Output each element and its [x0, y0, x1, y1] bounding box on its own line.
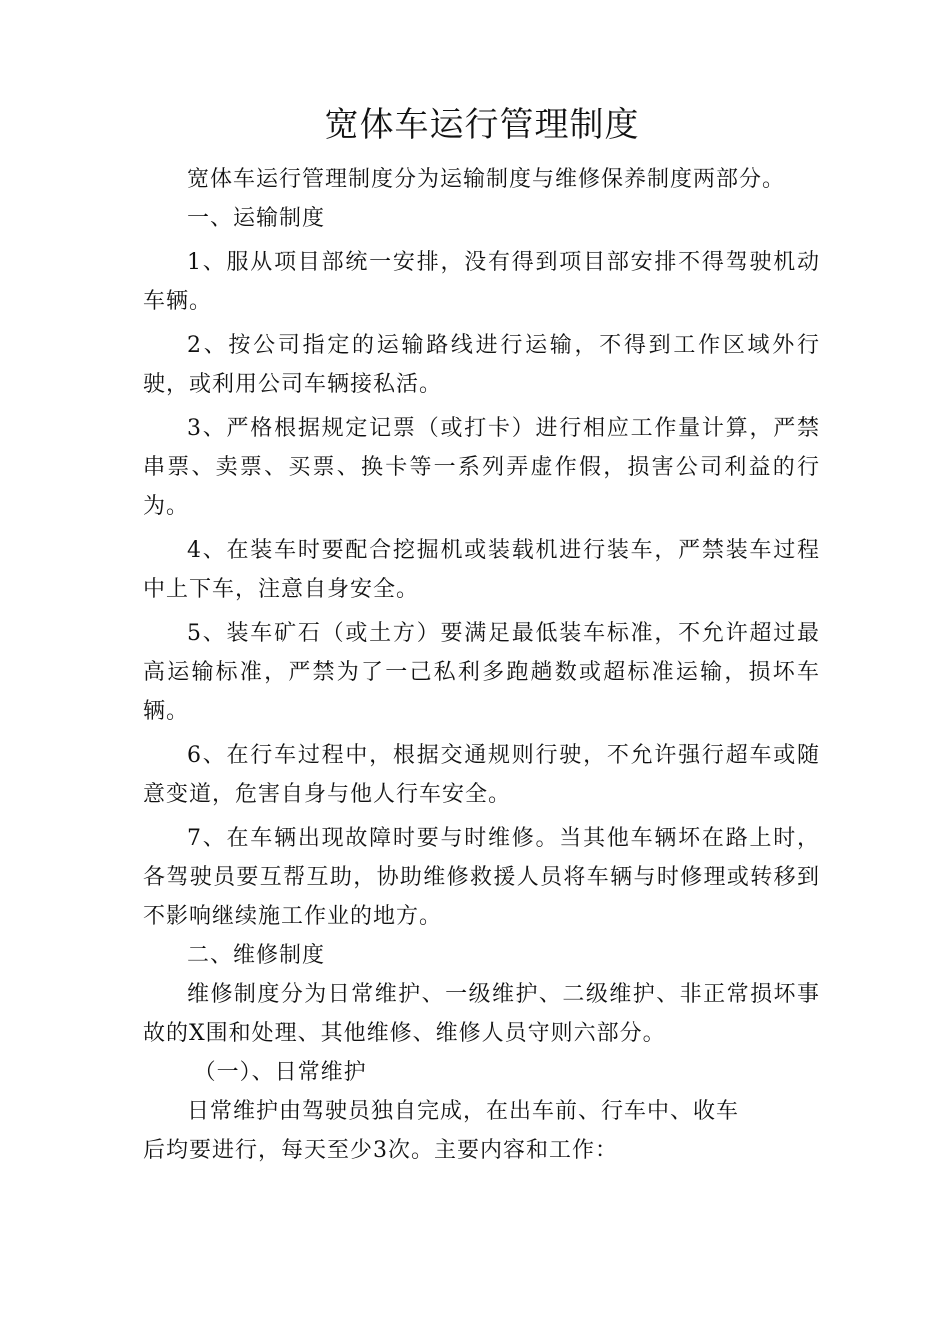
subsection-heading-daily: （一）、日常维护	[193, 1060, 367, 1085]
maintenance-intro: 维修制度分为日常维护、一级维护、二级维护、非正常损坏事故的X围和处理、其他维修、维修人员守则六部分。	[143, 982, 820, 1046]
transport-rule-6: 6、在行车过程中，根据交通规则行驶，不允许强行超车或随意变道，危害自身与他人行车安全。	[143, 743, 820, 807]
document-title: 宽体车运行管理制度	[324, 105, 640, 145]
transport-rule-3: 3、严格根据规定记票（或打卡）进行相应工作量计算，严禁串票、卖票、买票、换卡等一系列弄虚作假，损害公司利益的行为。	[143, 416, 820, 519]
intro-paragraph: 宽体车运行管理制度分为运输制度与维修保养制度两部分。	[187, 167, 786, 192]
transport-rule-2: 2、按公司指定的运输路线进行运输，不得到工作区域外行驶，或利用公司车辆接私活。	[143, 333, 820, 397]
transport-rule-1: 1、服从项目部统一安排，没有得到项目部安排不得驾驶机动车辆。	[143, 250, 820, 314]
daily-maintenance-line-2: 后均要进行，每天至少3次。主要内容和工作：	[143, 1138, 618, 1163]
document-body	[143, 160, 820, 1170]
transport-rule-7: 7、在车辆出现故障时要与时维修。当其他车辆坏在路上时，各驾驶员要互帮互助，协助维修救援人员将车辆与时修理或转移到不影响继续施工作业的地方。	[143, 826, 820, 929]
transport-rule-5: 5、装车矿石（或土方）要满足最低装车标准，不允许超过最高运输标准，严禁为了一己私利多跑趟数或超标准运输，损坏车辆。	[143, 621, 820, 724]
daily-maintenance-line-1: 日常维护由驾驶员独自完成，在出车前、行车中、收车	[187, 1099, 740, 1124]
transport-rule-4: 4、在装车时要配合挖掘机或装载机进行装车，严禁装车过程中上下车，注意自身安全。	[143, 538, 820, 602]
section-heading-maintenance: 二、维修制度	[187, 943, 326, 968]
section-heading-transport: 一、运输制度	[187, 206, 326, 231]
